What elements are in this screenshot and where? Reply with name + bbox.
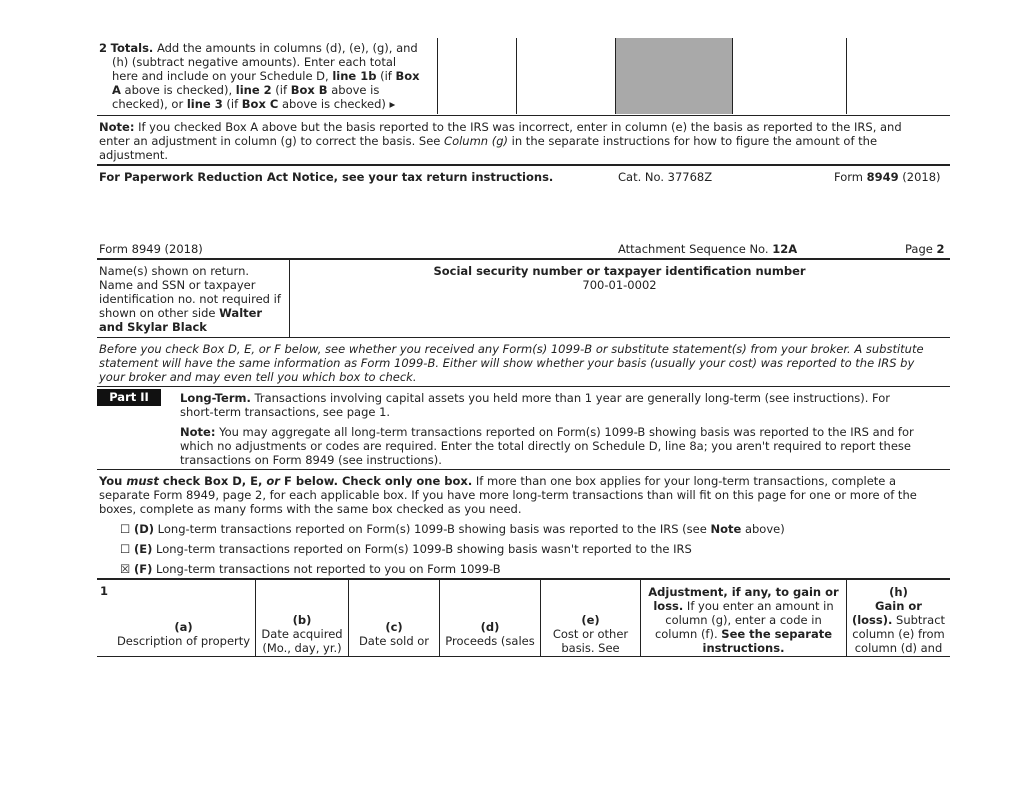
note-text: adjustment. xyxy=(99,148,169,162)
note-text: If you checked Box A above but the basis reported to the IRS was incorrect, enter in column (e) the basis as reported to the IRS, and xyxy=(134,120,902,134)
footer-paperwork: For Paperwork Reduction Act Notice, see your tax return instructions. xyxy=(99,170,554,184)
col-divider xyxy=(615,38,616,114)
longterm-text: short-term transactions, see page 1. xyxy=(180,405,391,419)
col-text: (Mo., day, yr.) xyxy=(262,641,342,655)
aggregate-note xyxy=(180,425,950,467)
must-text: F below. Check only one box. xyxy=(279,474,473,488)
col-code: (h) xyxy=(889,585,908,599)
note-text: enter an adjustment in column (g) to correct the basis. See xyxy=(99,134,445,148)
note-text: which no adjustments or codes are required. Enter the total directly on Schedule D, line 8a; you aren't required to report these xyxy=(180,439,911,453)
totals-text: checked), or xyxy=(112,97,187,111)
footer-form-text: Form xyxy=(834,170,867,184)
checkbox-f[interactable]: ☒ xyxy=(120,562,131,576)
col-code: (b) xyxy=(292,613,312,627)
shaded-cell xyxy=(615,38,732,114)
col-text: If you enter an amount in xyxy=(683,599,834,613)
totals-text: Box C xyxy=(241,97,279,111)
col-code: (d) xyxy=(480,620,500,634)
col-text: See the separate xyxy=(721,627,833,641)
totals-text: (if xyxy=(271,83,291,97)
note-text: You may aggregate all long-term transactions reported on Form(s) 1099-B showing basis was reported to the IRS and for xyxy=(215,425,914,439)
rule xyxy=(97,386,950,387)
totals-text: above is checked) ▸ xyxy=(278,97,396,111)
checkbox-d[interactable]: ☐ xyxy=(120,522,131,536)
rule xyxy=(97,115,950,116)
col-text: Date sold or xyxy=(358,634,430,648)
must-text: must xyxy=(126,474,159,488)
attachment-text: Attachment Sequence No. xyxy=(618,242,773,256)
totals-text: above is xyxy=(327,83,380,97)
col-code: (e) xyxy=(581,613,600,627)
note-label: Note: xyxy=(99,120,135,134)
rule xyxy=(97,469,950,470)
rule-thick xyxy=(97,164,950,166)
broker-instructions xyxy=(99,342,949,384)
must-text: You xyxy=(99,474,127,488)
column-header-b xyxy=(256,613,348,655)
page-number xyxy=(905,242,945,256)
name-label xyxy=(99,264,289,334)
col-text: Gain or xyxy=(875,599,922,613)
rule xyxy=(97,656,950,657)
totals-text: (if xyxy=(376,69,396,83)
totals-input-h[interactable] xyxy=(847,38,949,114)
checkbox-label: Long-term transactions reported on Form(s) 1099-B showing basis wasn't reported to the IRS xyxy=(152,542,692,556)
name-label-text: Name and SSN or taxpayer xyxy=(99,278,256,292)
broker-text: Before you check Box D, E, or F below, see whether you received any Form(s) 1099-B or substitute statement(s) from your broker. A substitute xyxy=(99,342,924,356)
broker-text: your broker and may even tell you which box to check. xyxy=(99,370,417,384)
col-text: column (e) from xyxy=(852,627,945,641)
totals-text: (h) (subtract negative amounts). Enter each total xyxy=(112,55,397,69)
totals-text: here and include on your Schedule D, xyxy=(112,69,333,83)
checkbox-code: (E) xyxy=(133,542,153,556)
name-label-text: Name(s) shown on return. xyxy=(99,264,250,278)
totals-input-d[interactable] xyxy=(438,38,516,114)
totals-text: A xyxy=(112,83,121,97)
checkbox-row-f[interactable] xyxy=(120,562,501,576)
totals-text: Box B xyxy=(290,83,328,97)
must-text: separate Form 8949, page 2, for each applicable box. If you have more long-term transactions than will fit on this page for one or more of the xyxy=(99,488,917,502)
col-text: Subtract xyxy=(892,613,946,627)
longterm-text: Transactions involving capital assets you held more than 1 year are generally long-term (see instructions). For xyxy=(250,391,891,405)
col-text: (loss). xyxy=(851,613,893,627)
must-text: boxes, complete as many forms with the same box checked as you need. xyxy=(99,502,522,516)
part-ii-badge: Part II xyxy=(97,389,161,406)
page-text: 2 xyxy=(936,242,945,256)
rule-thick xyxy=(97,578,950,580)
col-text: Cost or other xyxy=(552,627,629,641)
attachment-sequence xyxy=(618,242,797,256)
totals-text: Add the amounts in columns (d), (e), (g), and xyxy=(153,41,418,55)
ssn-label: Social security number or taxpayer identification number xyxy=(433,264,806,278)
check-box-instructions xyxy=(99,474,949,516)
checkbox-label: Note xyxy=(710,522,742,536)
totals-text: line 3 xyxy=(186,97,223,111)
must-text: or xyxy=(266,474,280,488)
totals-text: (if xyxy=(222,97,242,111)
totals-text: Box xyxy=(395,69,420,83)
col-text: basis. See xyxy=(561,641,620,655)
note-paragraph xyxy=(99,120,949,162)
col-text: Adjustment, if any, to gain or xyxy=(648,585,839,599)
totals-label: Totals. xyxy=(110,41,154,55)
totals-text: line 2 xyxy=(235,83,272,97)
checkbox-e[interactable]: ☐ xyxy=(120,542,131,556)
column-header-adjustment xyxy=(641,585,846,655)
note-label: Note: xyxy=(180,425,216,439)
broker-text: statement will have the same information as Form 1099-B. Either will show whether your basis (usually your cost) was reported to the IRS by xyxy=(99,356,915,370)
page2-form-label: Form 8949 (2018) xyxy=(99,242,203,256)
col-text: Date acquired xyxy=(261,627,343,641)
must-text: check Box D, E, xyxy=(158,474,267,488)
col-text: column (f). xyxy=(654,627,722,641)
checkbox-code: (F) xyxy=(133,562,153,576)
col-text: Proceeds (sales xyxy=(445,634,535,648)
ssn-value[interactable]: 700-01-0002 xyxy=(582,278,657,292)
rule-thick xyxy=(97,258,950,260)
line2-totals xyxy=(99,41,439,111)
footer-form-text: 8949 xyxy=(866,170,899,184)
page-text: Page xyxy=(905,242,937,256)
name-label-text: identification no. not required if xyxy=(99,292,281,306)
column-header-h xyxy=(847,585,950,655)
totals-text: line 1b xyxy=(332,69,377,83)
name-label-text: shown on other side xyxy=(99,306,220,320)
col-code: (c) xyxy=(385,620,403,634)
note-text: Column (g) xyxy=(444,134,509,148)
col-text: Description of property xyxy=(116,634,251,648)
must-text: If more than one box applies for your long-term transactions, complete a xyxy=(472,474,897,488)
footer-form xyxy=(834,170,941,184)
checkbox-label: above) xyxy=(741,522,785,536)
table-line-number: 1 xyxy=(100,584,109,598)
checkbox-code: (D) xyxy=(133,522,155,536)
note-text: in the separate instructions for how to figure the amount of the xyxy=(508,134,878,148)
col-text: loss. xyxy=(653,599,684,613)
column-header-a xyxy=(112,620,255,648)
taxpayer-name: Walter xyxy=(219,306,263,320)
column-header-e xyxy=(541,613,640,655)
column-header-d xyxy=(440,620,540,648)
checkbox-row-e[interactable] xyxy=(120,542,692,556)
column-header-c xyxy=(349,620,439,648)
checkbox-row-d[interactable] xyxy=(120,522,785,536)
totals-input-e[interactable] xyxy=(517,38,615,114)
col-text: column (d) and xyxy=(854,641,943,655)
long-term-description xyxy=(180,391,950,419)
note-text: transactions on Form 8949 (see instructions). xyxy=(180,453,442,467)
checkbox-label: Long-term transactions not reported to you on Form 1099-B xyxy=(152,562,501,576)
footer-cat-no: Cat. No. 37768Z xyxy=(618,170,713,184)
totals-text: above is checked), xyxy=(120,83,236,97)
totals-input-g[interactable] xyxy=(733,38,846,114)
rule xyxy=(97,337,950,338)
col-text: instructions. xyxy=(702,641,785,655)
checkbox-label: Long-term transactions reported on Form(s) 1099-B showing basis was reported to the IRS (see xyxy=(154,522,711,536)
line-number: 2 xyxy=(99,41,108,55)
longterm-title: Long-Term. xyxy=(180,391,251,405)
footer-form-text: (2018) xyxy=(898,170,941,184)
col-text: column (g), enter a code in xyxy=(665,613,822,627)
attachment-text: 12A xyxy=(772,242,798,256)
taxpayer-name: and Skylar Black xyxy=(99,320,207,334)
col-code: (a) xyxy=(174,620,193,634)
